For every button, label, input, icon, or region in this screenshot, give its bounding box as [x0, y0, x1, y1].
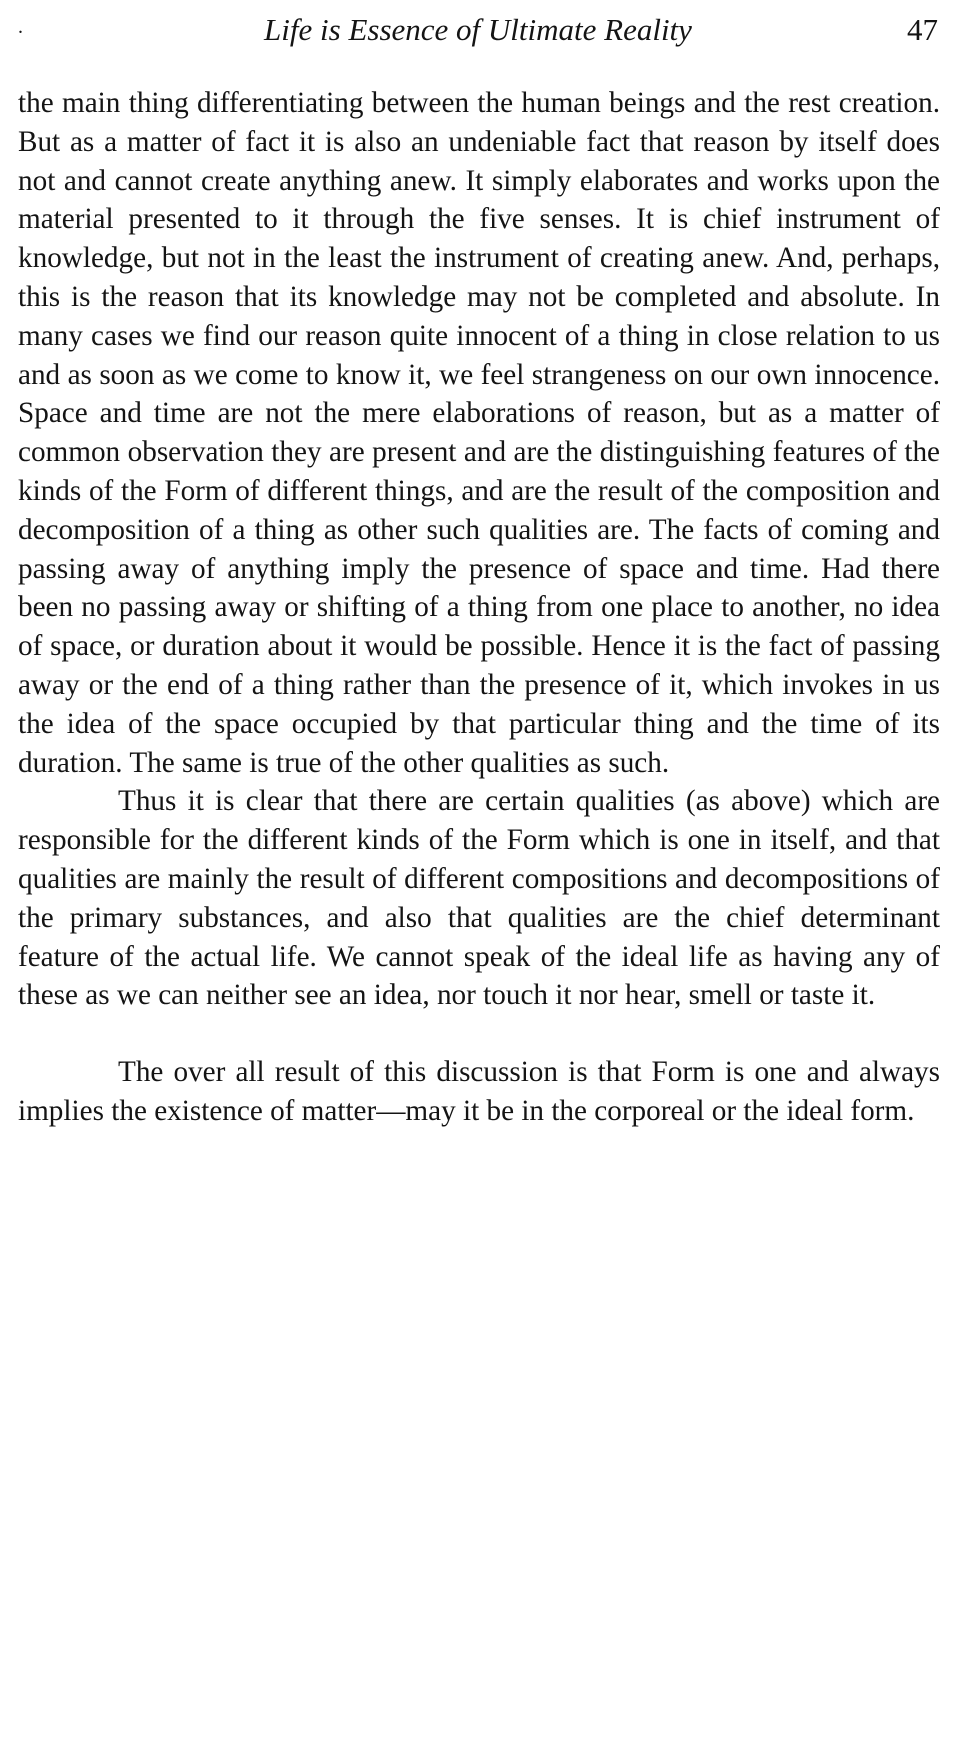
- body-text: [18, 84, 940, 1131]
- paragraph-1: the main thing differentiating between the human beings and the rest creation. But as a matter of fact it is also an undeniable fact that reason by itself does not and cannot create anything anew. It simply elaborates and works upon the material presented to it through the five senses. It is chief instrument of knowledge, but not in the least the instrument of creating anew. And, perhaps, this is the reason that its knowledge may not be completed and absolute. In many cases we find our reason quite innocent of a thing in close relation to us and as soon as we come to know it, we feel strangeness on our own innocence. Space and time are not the mere elaborations of reason, but as a matter of common observation they are present and are the distinguishing features of the kinds of the Form of different things, and are the result of the composition and decomposition of a thing as other such qualities are. The facts of coming and passing away of anything imply the presence of space and time. Had there been no passing away or shifting of a thing from one place to another, no idea of space, or duration about it would be possible. Hence it is the fact of passing away or the end of a thing rather than the presence of it, which invokes in us the idea of the space occupied by that particular thing and the time of its duration. The same is true of the other qualities as such.: [18, 87, 940, 779]
- paragraph-3: The over all result of this discussion is that Form is one and always implies the existence of matter—may it be in the corporeal or the ideal form.: [18, 1056, 940, 1127]
- header-marker: .: [18, 16, 23, 38]
- running-title: Life is Essence of Ultimate Reality: [264, 12, 692, 47]
- running-header: [18, 8, 938, 52]
- page-number: 47: [907, 12, 938, 47]
- paragraph-2: Thus it is clear that there are certain qualities (as above) which are responsible for the different kinds of the Form which is one in itself, and that qualities are mainly the result of different compositions and decompositions of the primary substances, and also that qualities are the chief determinant feature of the actual life. We cannot speak of the ideal life as having any of these as we can neither see an idea, nor touch it nor hear, smell or taste it.: [18, 785, 940, 1012]
